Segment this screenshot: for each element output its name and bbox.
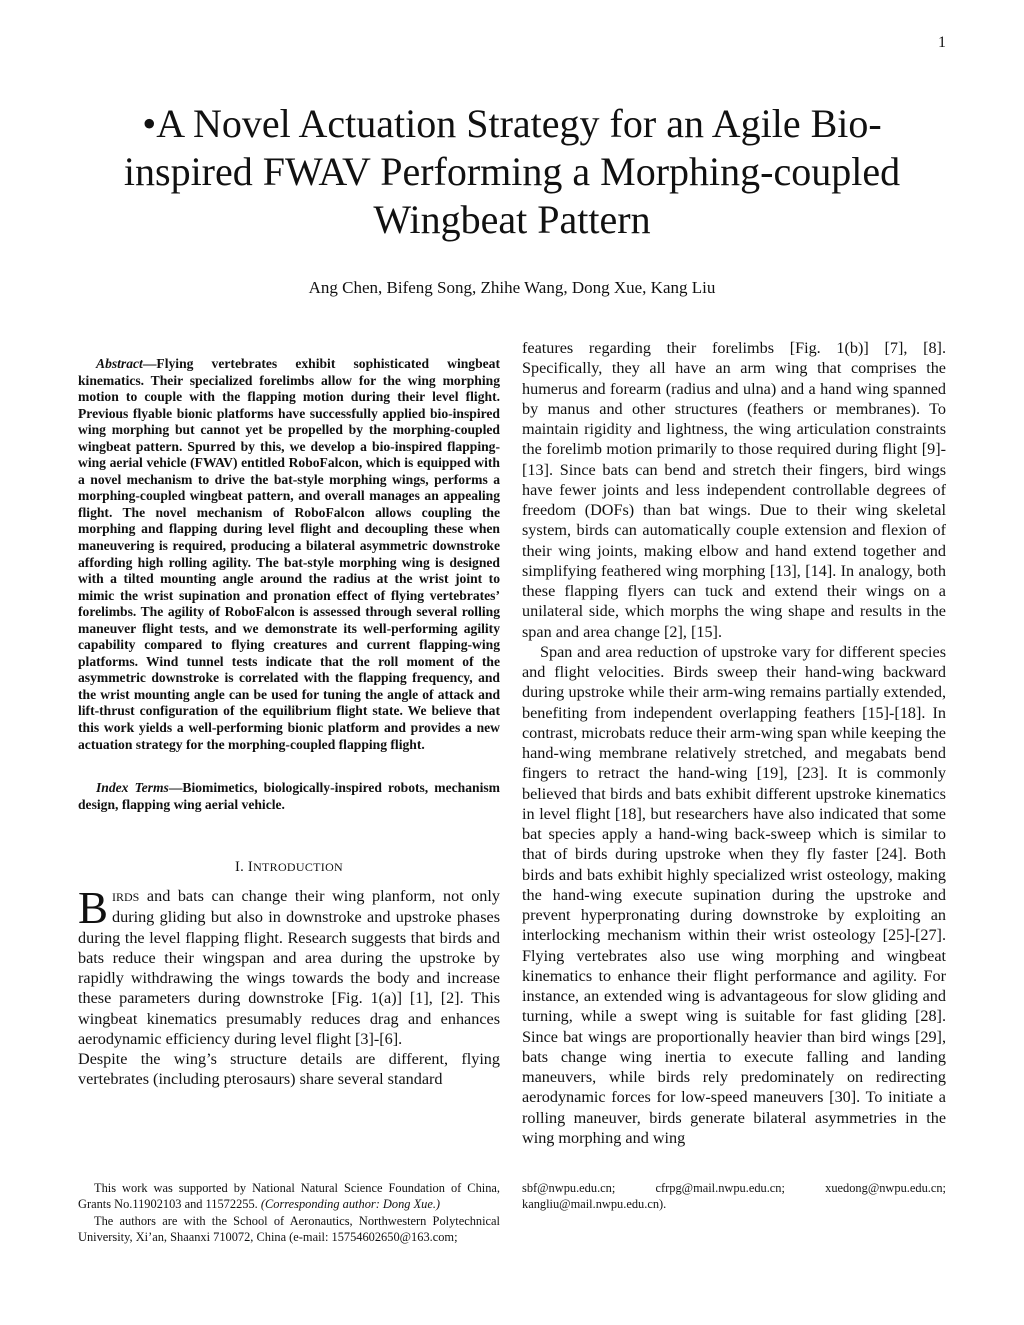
emails-continued: sbf@nwpu.edu.cn; cfrpg@mail.nwpu.edu.cn; xuedong@nwpu.edu.cn; kangliu@mail.nwpu.edu.cn). [522,1181,946,1212]
footnote-right [522,1180,946,1213]
affiliation-note: The authors are with the School of Aeronautics, Northwestern Polytechnical University, Xi’an, Shaanxi 710072, China (e-mail: 15754602650@163.com; [78,1213,500,1244]
right-paragraph-2: Span and area reduction of upstroke vary for different species and flight velocities. Birds sweep their hand-wing backward during upstroke while their arm-wing remains partially extended, benefiting from independent overlapping feathers [15]-[18]. In contrast, microbats reduce their arm-wing span while keeping the hand-wing membrane relatively stretched, and megabats bend fingers to retract the hand-wing [19], [23]. It is commonly believed that birds and bats exhibit different upstroke kinematics in level flight [18], but researchers have also indicated that some bat species apply a hand-wing back-sweep which is similar to that of birds during upstroke when they fly faster [24]. Both birds and bats exhibit highly specialized wrist osteology, making the hand-wing execute supination during the upstroke and prevent hyperpronating during downstroke by exploiting an interlocking mechanism within their wrist osteology [25]-[27]. Flying vertebrates also use wing morphing and wingbeat kinematics to enhance their flight performance and agility. For instance, an extended wing is advantageous for slow gliding and turning, while a swept wing is suitable for fast gliding [28]. Since bat wings are proportionally heavier than bird wings [29], bats change wing inertia to execute falling and landing maneuvers, while birds rely predominately on redirecting aerodynamic forces for low-speed maneuvers [30]. To initiate a rolling maneuver, birds generate bilateral asymmetries in the wing morphing and wing [522,642,946,1147]
section-numeral: I. I [234,859,254,876]
funding-note [78,1180,500,1213]
abstract-label: Abstract [96,356,143,371]
author-list: Ang Chen, Bifeng Song, Zhihe Wang, Dong Xue, Kang Liu [308,278,716,297]
footnote-left [78,1180,500,1245]
intro-first-word: IRDS [112,890,140,905]
intro-paragraph-1 [78,883,500,1049]
right-column [522,338,946,1148]
index-terms-text: —Biomimetics, biologically-inspired robots, mechanism design, flapping wing aerial vehicle. [78,780,500,813]
page-number: 1 [938,34,946,51]
drop-cap: B [78,883,109,934]
corresponding-author: (Corresponding author: Dong Xue.) [260,1197,441,1212]
section-title: NTRODUCTION [253,860,344,875]
index-terms-label: Index Terms [96,780,169,796]
funding-text: This work was supported by National Natural Science Foundation of China, Grants No.11902103 and 11572255. [78,1181,500,1212]
paper-title: •A Novel Actuation Strategy for an Agile Bio-inspired FWAV Performing a Morphing-coupled Wingbeat Pattern [123,101,901,242]
intro-paragraph-2: Despite the wing’s structure details are different, flying vertebrates (including pterosaurs) share several standard [78,1050,500,1089]
right-paragraph-1: features regarding their forelimbs [Fig. 1(b)] [7], [8]. Specifically, they all have an arm wing that comprises the humerus and forearm (radius and ulna) and a hand wing spanned by manus and other structures (feathers or membranes). To maintain rigidity and lightness, the wing articulation constraints the forelimb motion primarily to those required during flight [9]-[13]. Since bats can bend and stretch their fingers, bird wings have fewer joints and less independent controllable degrees of freedom (DOFs) than bat wings. Due to their wing skeletal system, birds can automatically couple extension and flexion of their wing joints, making elbow and hand extend together and simplifying feathered wing morphing [13], [14]. In analogy, both these flapping flyers can tuck and extend their wings on a unilateral side, which morphs the wing shape and results in the span and area change [2], [15]. [522,339,946,641]
intro-text: and bats can change their wing planform, not only during gliding but also in downstroke and upstroke phases during the level flapping flight. Research suggests that birds and bats reduce their wingspan and area during the upstroke by rapidly withdrawing the wings towards the body and increase these parameters during downstroke [Fig. 1(a)] [1], [2]. This wingbeat kinematics presumably reduces drag and enhances aerodynamic efficiency during level flight [3]-[6]. [78,887,500,1048]
index-terms [78,779,500,813]
section-heading-introduction [78,859,500,876]
abstract [78,356,500,753]
left-column [78,356,500,1090]
abstract-text: —Flying vertebrates exhibit sophisticated wingbeat kinematics. Their specialized forelimbs allow for the wing morphing motion to couple with the flapping motion during their level flight. Previous flyable bionic platforms have successfully applied bio-inspired wing morphing but cannot yet be propelled by the morphing-coupled wingbeat pattern. Spurred by this, we develop a bio-inspired flapping-wing aerial vehicle (FWAV) entitled RoboFalcon, which is equipped with a novel mechanism to drive the bat-style morphing wings, performs a morphing-coupled wingbeat pattern, and overall manages an appealing flight. The novel mechanism of RoboFalcon allows coupling the morphing and flapping during level flight and decoupling these when maneuvering is required, producing a bilateral asymmetric downstroke affording high rolling agility. The bat-style morphing wing is designed with a tilted mounting angle around the radius at the wrist joint to mimic the wrist supination and pronation effect of flying vertebrates’ forelimbs. The agility of RoboFalcon is assessed through several rolling maneuver flight tests, and we demonstrate its well-performing agility capability compared to flying creatures and current flapping-wing platforms. Wind tunnel tests indicate that the roll moment of the asymmetric downstroke is correlated with the flapping frequency, and the wrist mounting angle can be used for tuning the angle of attack and lift-thrust configuration of the equilibrium flight state. We believe that this work yields a well-performing bionic platform and provides a new actuation strategy for the morphing-coupled flapping flight. [78,356,500,752]
